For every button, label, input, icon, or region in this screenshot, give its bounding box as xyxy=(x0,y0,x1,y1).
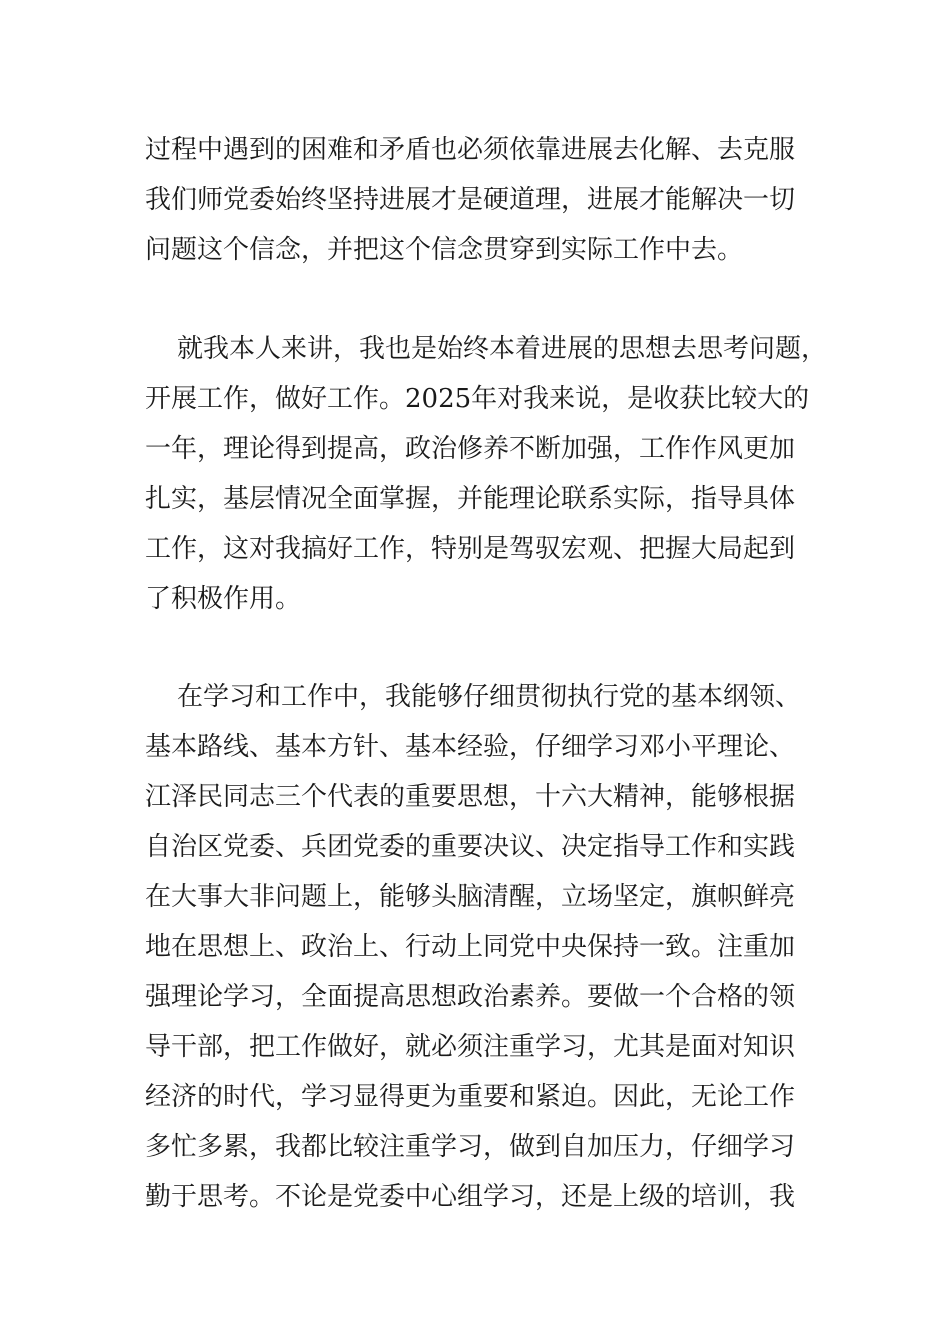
paragraph-line: 自治区党委、兵团党委的重要决议、决定指导工作和实践 xyxy=(145,832,796,862)
paragraph-line: 导干部，把工作做好，就必须注重学习，尤其是面对知识 xyxy=(145,1032,796,1062)
paragraph-line: 经济的时代，学习显得更为重要和紧迫。因此，无论工作 xyxy=(145,1082,796,1112)
paragraph-line: 强理论学习，全面提高思想政治素养。要做一个合格的领 xyxy=(145,982,796,1012)
paragraph-3 xyxy=(145,672,815,1222)
paragraph-line: 在学习和工作中，我能够仔细贯彻执行党的基本纲领、 xyxy=(177,682,802,712)
paragraph-line: 勤于思考。不论是党委中心组学习，还是上级的培训，我 xyxy=(145,1182,796,1212)
paragraph-line: 扎实，基层情况全面掌握，并能理论联系实际，指导具体 xyxy=(145,484,796,514)
paragraph-line: 基本路线、基本方针、基本经验，仔细学习邓小平理论、 xyxy=(145,732,796,762)
paragraph-line: 多忙多累，我都比较注重学习，做到自加压力，仔细学习 xyxy=(145,1132,796,1162)
paragraph-line: 江泽民同志三个代表的重要思想，十六大精神，能够根据 xyxy=(145,782,796,812)
paragraph-2 xyxy=(145,324,828,624)
paragraph-line: 地在思想上、政治上、行动上同党中央保持一致。注重加 xyxy=(145,932,796,962)
paragraph-line: 过程中遇到的困难和矛盾也必须依靠进展去化解、去克服 xyxy=(145,135,796,165)
paragraph-line: 工作，这对我搞好工作，特别是驾驭宏观、把握大局起到 xyxy=(145,534,796,564)
paragraph-line: 问题这个信念，并把这个信念贯穿到实际工作中去。 xyxy=(145,235,744,265)
paragraph-line: 在大事大非问题上，能够头脑清醒，立场坚定，旗帜鲜亮 xyxy=(145,882,796,912)
paragraph-line: 我们师党委始终坚持进展才是硬道理，进展才能解决一切 xyxy=(145,185,796,215)
paragraph-line: 开展工作，做好工作。2025年对我来说，是收获比较大的 xyxy=(145,384,810,414)
paragraph-line: 就我本人来讲，我也是始终本着进展的思想去思考问题， xyxy=(177,334,828,364)
paragraph-1 xyxy=(145,125,815,275)
paragraph-line: 了积极作用。 xyxy=(145,584,302,614)
paragraph-line: 一年，理论得到提高，政治修养不断加强，工作作风更加 xyxy=(145,434,796,464)
